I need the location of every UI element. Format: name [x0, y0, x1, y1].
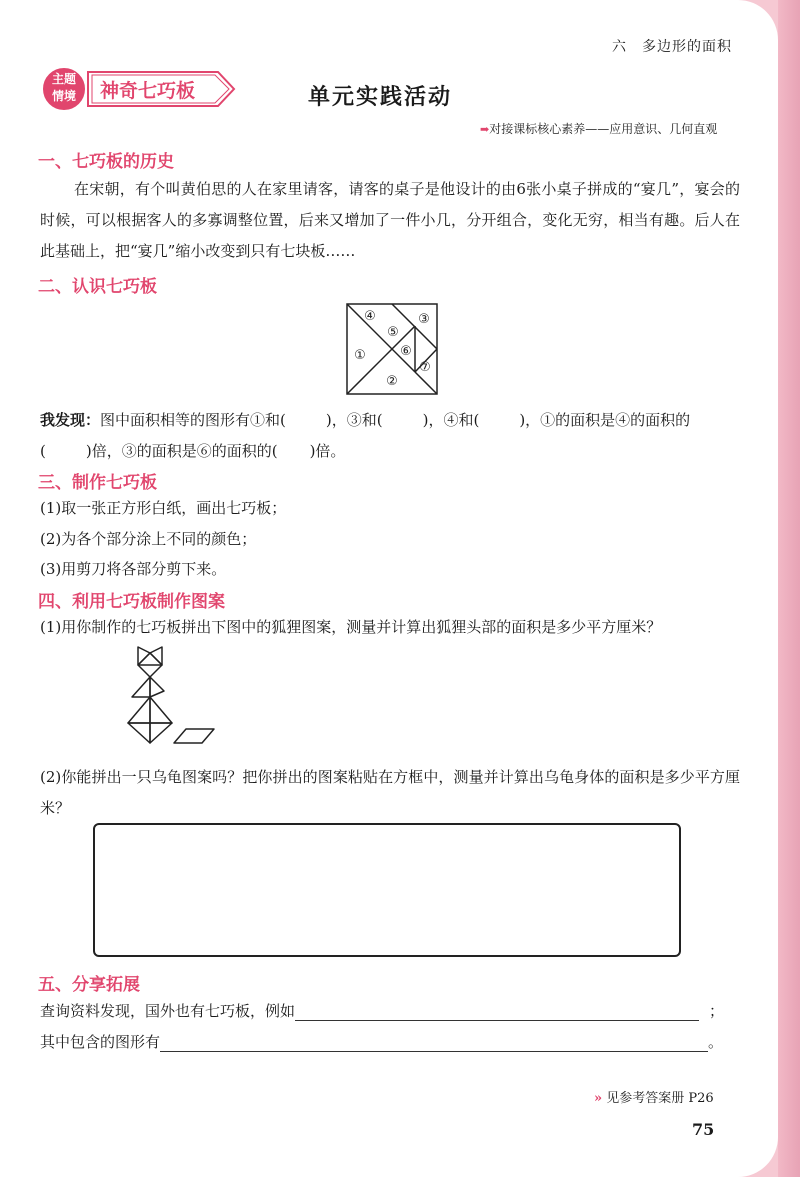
- finding-text-6: )倍，③的面积是⑥的面积的(: [85, 442, 278, 460]
- theme-title: 神奇七巧板: [100, 80, 196, 102]
- share-text-2: 其中包含的图形有: [40, 1033, 161, 1051]
- tangram-figure: [346, 303, 438, 395]
- section-recognize-title: 二、认识七巧板: [38, 277, 157, 297]
- finding-line-2: [40, 440, 345, 461]
- section-pattern-title: 四、利用七巧板制作图案: [38, 592, 225, 612]
- share-end-2: 。: [708, 1033, 724, 1051]
- page-edge: [778, 0, 800, 1177]
- piece-label-4: ④: [364, 309, 376, 324]
- double-chevron-icon: »: [594, 1091, 603, 1106]
- history-paragraph: 在宋朝，有个叫黄伯思的人在家里请客，请客的桌子是他设计的由6张小桌子拼成的“宴几”，宴会的时候，可以根据客人的多寡调整位置，后来又增加了一件小几，分开组合，变化无穷，相当有趣。后人在此基础上，把“宴几”缩小改变到只有七块板……: [40, 180, 740, 260]
- arrow-right-icon: ➡: [480, 123, 490, 136]
- fox-tail: [174, 729, 214, 743]
- finding-text-2: )，③和(: [325, 411, 383, 429]
- piece-label-5: ⑤: [387, 325, 399, 340]
- answer-line[interactable]: [295, 1004, 699, 1021]
- fox-body-right: [150, 697, 172, 723]
- literacy-text: 对接课标核心素养——应用意识、几何直观: [489, 122, 718, 136]
- share-line-2: [40, 1031, 723, 1052]
- fox-body-left: [128, 697, 150, 723]
- section-share-title: 五、分享拓展: [38, 975, 140, 995]
- fox-leg-left: [128, 723, 150, 743]
- literacy-note: [480, 120, 717, 137]
- turtle-answer-box[interactable]: [93, 823, 681, 957]
- page-title: 单元实践活动: [308, 85, 453, 110]
- fox-right-ear: [150, 647, 162, 665]
- finding-text-1: 图中面积相等的图形有①和(: [100, 411, 286, 429]
- fox-neck: [132, 677, 150, 697]
- answer-line[interactable]: [160, 1035, 708, 1052]
- section-history-title: 一、七巧板的历史: [38, 152, 174, 172]
- theme-tag-line1: 主题: [51, 72, 76, 86]
- finding-label: 我发现：: [40, 411, 101, 429]
- finding-text-3: )，④和(: [422, 411, 480, 429]
- make-step-1: (1)取一张正方形白纸，画出七巧板；: [40, 499, 287, 517]
- fox-chest: [150, 677, 164, 697]
- finding-text-5: (: [40, 442, 46, 460]
- finding-text-7: )倍。: [309, 442, 346, 460]
- piece-label-2: ②: [386, 374, 398, 389]
- finding-text-4: )，①的面积是④的面积的: [519, 411, 691, 429]
- theme-tag-line2: 情境: [51, 89, 76, 103]
- fox-figure: [124, 645, 220, 747]
- make-step-2: (2)为各个部分涂上不同的颜色；: [40, 530, 257, 548]
- pattern-question-1: (1)用你制作的七巧板拼出下图中的狐狸图案，测量并计算出狐狸头部的面积是多少平方厘米？: [40, 618, 662, 636]
- answer-reference: [594, 1087, 714, 1106]
- pattern-question-2: (2)你能拼出一只乌龟图案吗？把你拼出的图案粘贴在方框中，测量并计算出乌龟身体的面积是多少平方厘米？: [40, 768, 740, 817]
- fox-leg-right: [150, 723, 172, 743]
- piece-label-1: ①: [354, 348, 366, 363]
- page-number: 75: [692, 1120, 715, 1139]
- share-text-1: 查询资料发现，国外也有七巧板，例如: [40, 1002, 296, 1020]
- make-step-3: (3)用剪刀将各部分剪下来。: [40, 560, 227, 578]
- piece-label-6: ⑥: [400, 344, 412, 359]
- theme-badge: [40, 66, 236, 112]
- fox-left-ear: [138, 647, 150, 665]
- piece-label-7: ⑦: [419, 360, 431, 375]
- share-line-1: [40, 1000, 724, 1021]
- chapter-header: 六 多边形的面积: [612, 39, 732, 55]
- share-end-1: ；: [709, 1002, 725, 1020]
- section-make-title: 三、制作七巧板: [38, 473, 157, 493]
- finding-line-1: [40, 409, 690, 430]
- answer-reference-text: 见参考答案册 P26: [606, 1091, 714, 1106]
- piece-label-3: ③: [418, 312, 430, 327]
- tangram-bottom-cut: [415, 372, 437, 394]
